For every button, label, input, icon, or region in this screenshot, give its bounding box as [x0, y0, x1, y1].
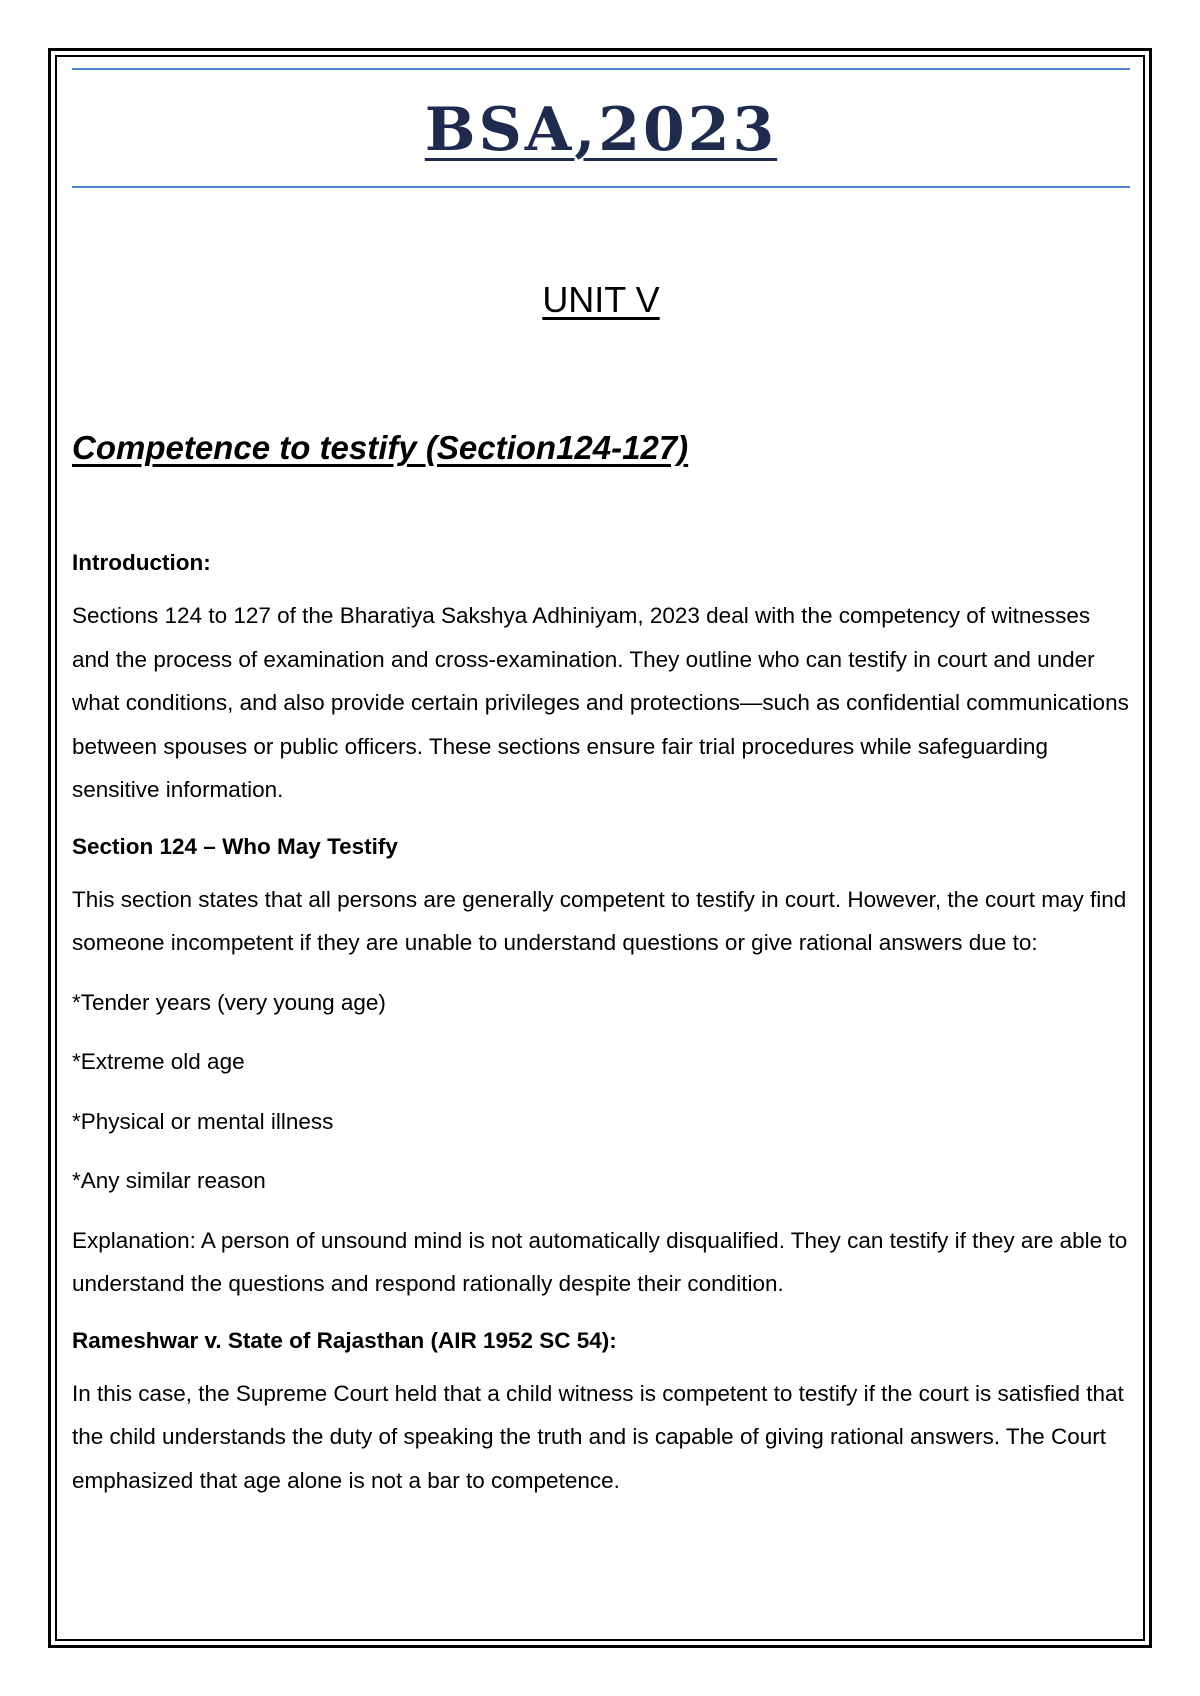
case-heading: Rameshwar v. State of Rajasthan (AIR 1952 SC 54): [72, 1327, 617, 1353]
list-item: *Tender years (very young age) [72, 989, 386, 1015]
document-content [72, 68, 1130, 1502]
title-block [72, 70, 1130, 186]
title-bottom-rule [72, 186, 1130, 188]
list-item: *Any similar reason [72, 1168, 266, 1193]
section-124-heading: Section 124 – Who May Testify [72, 833, 398, 859]
list-item: *Extreme old age [72, 1049, 245, 1074]
unit-heading: UNIT V [542, 279, 660, 320]
introduction-paragraph: Sections 124 to 127 of the Bharatiya Sakshya Adhiniyam, 2023 deal with the competency of witnesses and the process of examination and cross-examination. They outline who can testify in court and under what conditions, and also provide certain privileges and protections—such as confidential communications between spouses or public officers. These sections ensure fair trial procedures while safeguarding sensitive information. [72, 603, 1129, 802]
section-title: Competence to testify (Section124-127) [72, 429, 689, 466]
document-title: BSA,2023 [424, 95, 778, 165]
introduction-heading: Introduction: [72, 550, 211, 575]
explanation-paragraph: Explanation: A person of unsound mind is not automatically disqualified. They can testify if they are able to understand the questions and respond rationally despite their condition. [72, 1227, 1128, 1296]
section-124-paragraph: This section states that all persons are generally competent to testify in court. However, the court may find someone incompetent if they are unable to understand questions or give rational answers due to: [72, 886, 1127, 955]
case-paragraph: In this case, the Supreme Court held that a child witness is competent to testify if the court is satisfied that the child understands the duty of speaking the truth and is capable of giving rational answers. The Court emphasized that age alone is not a bar to competence. [72, 1380, 1124, 1493]
list-item: *Physical or mental illness [72, 1108, 334, 1134]
